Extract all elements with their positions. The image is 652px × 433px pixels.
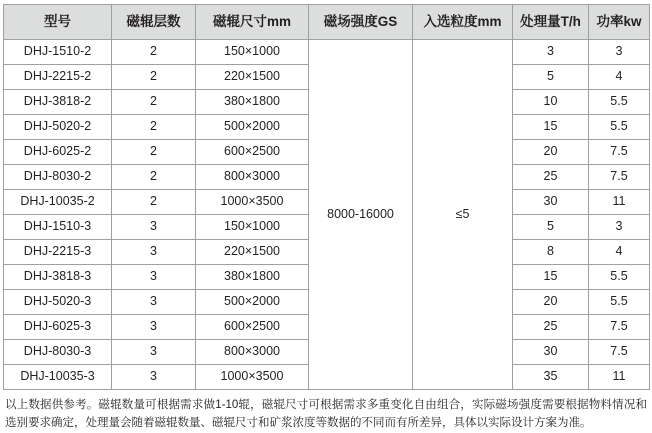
cell-power: 5.5 — [589, 265, 650, 290]
cell-power: 11 — [589, 365, 650, 390]
cell-power: 7.5 — [589, 140, 650, 165]
cell-roller-size: 600×2500 — [196, 315, 309, 340]
cell-layers: 2 — [112, 190, 196, 215]
cell-model: DHJ-10035-3 — [4, 365, 112, 390]
cell-model: DHJ-5020-2 — [4, 115, 112, 140]
cell-model: DHJ-2215-2 — [4, 65, 112, 90]
column-header-layers: 磁辊层数 — [112, 5, 196, 40]
column-header-feed-size: 入选粒度mm — [413, 5, 513, 40]
cell-capacity: 25 — [513, 165, 589, 190]
specification-table — [3, 4, 650, 390]
cell-model: DHJ-1510-2 — [4, 40, 112, 65]
cell-power: 11 — [589, 190, 650, 215]
cell-power: 7.5 — [589, 315, 650, 340]
cell-capacity: 20 — [513, 290, 589, 315]
cell-roller-size: 800×3000 — [196, 165, 309, 190]
cell-capacity: 15 — [513, 115, 589, 140]
cell-roller-size: 1000×3500 — [196, 365, 309, 390]
cell-roller-size: 500×2000 — [196, 290, 309, 315]
table-row — [4, 40, 650, 65]
column-header-capacity: 处理量T/h — [513, 5, 589, 40]
cell-model: DHJ-3818-3 — [4, 265, 112, 290]
cell-capacity: 5 — [513, 215, 589, 240]
header-row — [4, 5, 650, 40]
cell-model: DHJ-6025-2 — [4, 140, 112, 165]
cell-layers: 3 — [112, 290, 196, 315]
cell-power: 5.5 — [589, 90, 650, 115]
cell-roller-size: 380×1800 — [196, 265, 309, 290]
cell-capacity: 8 — [513, 240, 589, 265]
column-header-field-strength: 磁场强度GS — [309, 5, 413, 40]
cell-model: DHJ-8030-2 — [4, 165, 112, 190]
cell-layers: 2 — [112, 65, 196, 90]
cell-roller-size: 380×1800 — [196, 90, 309, 115]
cell-capacity: 3 — [513, 40, 589, 65]
cell-model: DHJ-5020-3 — [4, 290, 112, 315]
cell-power: 7.5 — [589, 340, 650, 365]
cell-layers: 2 — [112, 90, 196, 115]
table-header — [4, 5, 650, 40]
cell-power: 4 — [589, 65, 650, 90]
cell-roller-size: 800×3000 — [196, 340, 309, 365]
cell-model: DHJ-10035-2 — [4, 190, 112, 215]
cell-layers: 3 — [112, 315, 196, 340]
cell-capacity: 30 — [513, 340, 589, 365]
cell-power: 7.5 — [589, 165, 650, 190]
column-header-roller-size: 磁辊尺寸mm — [196, 5, 309, 40]
cell-layers: 2 — [112, 165, 196, 190]
column-header-power: 功率kw — [589, 5, 650, 40]
column-header-model: 型号 — [4, 5, 112, 40]
cell-capacity: 15 — [513, 265, 589, 290]
cell-capacity: 10 — [513, 90, 589, 115]
table-body — [4, 40, 650, 390]
cell-power: 5.5 — [589, 115, 650, 140]
cell-field-strength: 8000-16000 — [309, 40, 413, 390]
cell-model: DHJ-1510-3 — [4, 215, 112, 240]
table-footnote: 以上数据供参考。磁辊数量可根据需求做1-10辊，磁辊尺寸可根据需求多重变化自由组合，实际磁场强度需要根据物料情况和选别要求确定，处理量会随着磁辊数量、磁辊尺寸和矿浆浓度等数据的不同而有所差异，具体以实际设计方案为准。 — [5, 399, 647, 429]
cell-layers: 2 — [112, 140, 196, 165]
cell-roller-size: 150×1000 — [196, 215, 309, 240]
cell-capacity: 30 — [513, 190, 589, 215]
cell-model: DHJ-8030-3 — [4, 340, 112, 365]
cell-roller-size: 1000×3500 — [196, 190, 309, 215]
cell-power: 3 — [589, 215, 650, 240]
cell-capacity: 5 — [513, 65, 589, 90]
cell-roller-size: 500×2000 — [196, 115, 309, 140]
cell-roller-size: 600×2500 — [196, 140, 309, 165]
cell-roller-size: 150×1000 — [196, 40, 309, 65]
cell-layers: 3 — [112, 240, 196, 265]
cell-layers: 2 — [112, 40, 196, 65]
cell-power: 5.5 — [589, 290, 650, 315]
cell-layers: 2 — [112, 115, 196, 140]
cell-capacity: 20 — [513, 140, 589, 165]
cell-layers: 3 — [112, 340, 196, 365]
cell-model: DHJ-2215-3 — [4, 240, 112, 265]
cell-layers: 3 — [112, 365, 196, 390]
cell-roller-size: 220×1500 — [196, 240, 309, 265]
cell-layers: 3 — [112, 215, 196, 240]
cell-capacity: 35 — [513, 365, 589, 390]
cell-power: 3 — [589, 40, 650, 65]
cell-power: 4 — [589, 240, 650, 265]
cell-layers: 3 — [112, 265, 196, 290]
cell-capacity: 25 — [513, 315, 589, 340]
cell-model: DHJ-6025-3 — [4, 315, 112, 340]
cell-roller-size: 220×1500 — [196, 65, 309, 90]
cell-model: DHJ-3818-2 — [4, 90, 112, 115]
cell-feed-size: ≤5 — [413, 40, 513, 390]
